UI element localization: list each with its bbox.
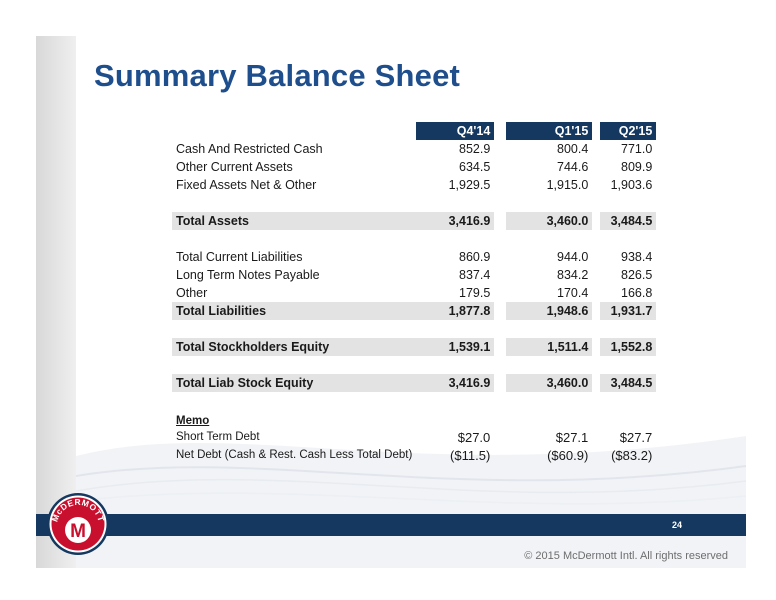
cell-value: 634.5: [459, 160, 491, 174]
row-label: Total Liabilities: [172, 302, 416, 320]
cell-value: 852.9: [459, 142, 491, 156]
table-row: [172, 140, 656, 158]
cell-value: $27.7: [619, 429, 653, 445]
cell-value: 3,460.0: [506, 212, 592, 230]
cell-value: 1,903.6: [610, 178, 653, 192]
svg-text:McDERMOTT: McDERMOTT: [49, 496, 107, 524]
cell-value: 1,931.7: [600, 302, 656, 320]
cell-value: 834.2: [557, 268, 589, 282]
row-label: Total Current Liabilities: [176, 250, 303, 264]
cell-value: 1,552.8: [600, 338, 656, 356]
cell-value: $27.1: [555, 429, 589, 445]
cell-value: 1,877.8: [416, 302, 494, 320]
cell-value: 809.9: [621, 160, 653, 174]
row-label: Total Assets: [172, 212, 416, 230]
column-header-q2-15: Q2'15: [600, 122, 656, 140]
total-row: [172, 374, 656, 392]
cell-value: 1,915.0: [546, 178, 589, 192]
svg-text:M: M: [70, 521, 86, 542]
row-label: Short Term Debt: [176, 431, 260, 443]
cell-value: 1,539.1: [416, 338, 494, 356]
balance-sheet-table: [172, 122, 656, 464]
cell-value: 179.5: [459, 286, 491, 300]
table-row: [172, 266, 656, 284]
cell-value: 3,460.0: [506, 374, 592, 392]
row-label: Long Term Notes Payable: [176, 268, 320, 282]
copyright-text: © 2015 McDermott Intl. All rights reserved: [524, 550, 728, 562]
table-row: [172, 176, 656, 194]
cell-value: $27.0: [457, 429, 491, 445]
cell-value: 3,416.9: [416, 212, 494, 230]
cell-value: 1,929.5: [448, 178, 491, 192]
header-row: [172, 122, 656, 140]
row-label: Total Liab Stock Equity: [172, 374, 416, 392]
cell-value: 1,948.6: [506, 302, 592, 320]
cell-value: ($60.9): [547, 447, 589, 463]
total-row: [172, 212, 656, 230]
cell-value: 860.9: [459, 250, 491, 264]
cell-value: 3,484.5: [600, 212, 656, 230]
page-title: Summary Balance Sheet: [94, 58, 461, 93]
row-label: Other: [176, 286, 208, 300]
page-number: 24: [671, 520, 682, 530]
cell-value: 771.0: [621, 142, 653, 156]
row-label: Cash And Restricted Cash: [176, 142, 323, 156]
memo-heading: Memo: [176, 415, 210, 427]
column-header-q4-14: Q4'14: [416, 122, 494, 140]
cell-value: 826.5: [621, 268, 653, 282]
table-row: [172, 158, 656, 176]
cell-value: 3,416.9: [416, 374, 494, 392]
cell-value: 170.4: [557, 286, 589, 300]
cell-value: ($11.5): [450, 447, 491, 463]
memo-heading-row: [172, 410, 656, 428]
column-header-q1-15: Q1'15: [506, 122, 592, 140]
cell-value: 800.4: [557, 142, 589, 156]
total-row: [172, 302, 656, 320]
cell-value: 938.4: [621, 250, 653, 264]
table-row: [172, 446, 656, 464]
cell-value: 166.8: [621, 286, 653, 300]
mcdermott-logo: [46, 492, 110, 556]
cell-value: 3,484.5: [600, 374, 656, 392]
cell-value: ($83.2): [611, 447, 653, 463]
table-row: [172, 428, 656, 446]
footer-bar: [36, 514, 746, 536]
cell-value: 1,511.4: [506, 338, 592, 356]
row-label: Net Debt (Cash & Rest. Cash Less Total Debt): [176, 449, 413, 461]
total-row: [172, 338, 656, 356]
row-label: Total Stockholders Equity: [172, 338, 416, 356]
table-row: [172, 248, 656, 266]
cell-value: 944.0: [557, 250, 589, 264]
table-row: [172, 284, 656, 302]
cell-value: 837.4: [459, 268, 491, 282]
row-label: Other Current Assets: [176, 160, 293, 174]
slide: [36, 36, 746, 568]
row-label: Fixed Assets Net & Other: [176, 178, 317, 192]
cell-value: 744.6: [557, 160, 589, 174]
